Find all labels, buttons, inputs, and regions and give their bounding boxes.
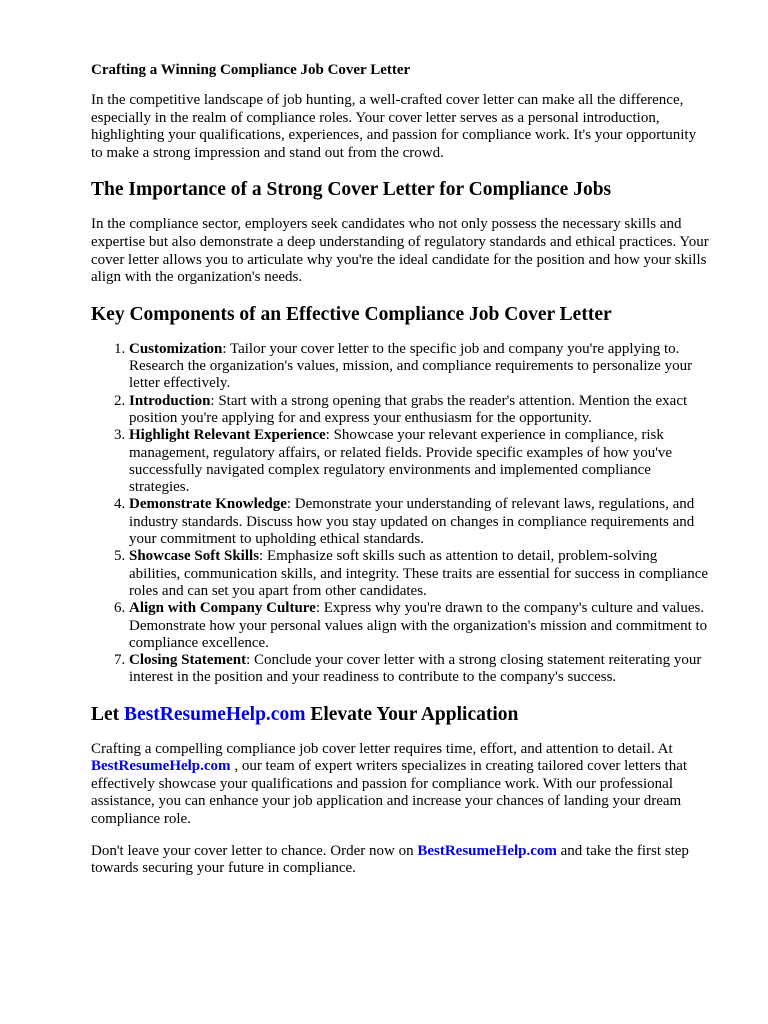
p1-prefix: Crafting a compelling compliance job cover letter requires time, effort, and attention to detail. At: [91, 740, 673, 757]
list-item-term: Showcase Soft Skills: [129, 548, 260, 565]
section-heading-elevate: [91, 703, 710, 727]
list-item: [129, 341, 710, 393]
intro-paragraph: In the competitive landscape of job hunting, a well-crafted cover letter can make all the difference, especially in the realm of compliance roles. Your cover letter serves as a personal introduction, highlighting your qualifications, experiences, and passion for compliance work. It's your opportunity to make a strong impression and stand out from the crowd.: [91, 92, 697, 161]
components-list: [91, 341, 710, 687]
list-item-text: : Demonstrate your understanding of relevant laws, regulations, and industry standards. Discuss how you stay updated on changes in compliance requirements and your commitment to upholding ethical standards.: [129, 496, 695, 548]
section-heading-importance: The Importance of a Strong Cover Letter for Compliance Jobs: [91, 179, 612, 201]
list-item-text: : Express why you're drawn to the company's culture and values. Demonstrate how your personal values align with the organization's mission and commitment to compliance excellence.: [129, 600, 708, 651]
list-item-term: Introduction: [129, 392, 211, 409]
list-item-text: : Showcase your relevant experience in compliance, risk management, regulatory affairs, or related fields. Provide specific examples of how you've successfully navigated complex regulatory environments and implemented compliance strategies.: [129, 427, 673, 496]
list-item: [129, 548, 710, 600]
p1-link[interactable]: BestResumeHelp.com: [91, 758, 231, 775]
list-item: [129, 427, 710, 496]
list-item-text: : Emphasize soft skills such as attention to detail, problem-solving abilities, communication skills, and integrity. These traits are essential for success in compliance roles and can set you apart from other candidates.: [129, 548, 709, 599]
heading-link[interactable]: BestResumeHelp.com: [124, 703, 306, 725]
importance-paragraph: In the compliance sector, employers seek candidates who not only possess the necessary skills and expertise but also demonstrate a deep understanding of regulatory standards and ethical practices. Your cover letter allows you to articulate why you're the ideal candidate for the position and how your skills align with the organization's needs.: [91, 216, 709, 286]
list-item-term: Align with Company Culture: [129, 600, 316, 617]
list-item-text: : Start with a strong opening that grabs the reader's attention. Mention the exact position you're applying for and express your enthusiasm for the opportunity.: [129, 392, 688, 426]
elevate-paragraph: [91, 741, 710, 829]
list-item-term: Highlight Relevant Experience: [129, 427, 326, 444]
list-item: [129, 496, 710, 548]
closing-paragraph: [91, 843, 710, 878]
list-item-text: : Tailor your cover letter to the specific job and company you're applying to. Research the organization's values, mission, and compliance requirements to personalize your letter effectively.: [129, 340, 693, 392]
p2-prefix: Don't leave your cover letter to chance. Order now on: [91, 842, 418, 859]
list-item-text: : Conclude your cover letter with a strong closing statement reiterating your interest in the position and your readiness to contribute to the company's success.: [129, 652, 702, 686]
heading-suffix: Elevate Your Application: [305, 703, 519, 725]
heading-prefix: Let: [91, 703, 125, 725]
document-title: Crafting a Winning Compliance Job Cover Letter: [91, 62, 411, 78]
list-item: [129, 600, 710, 652]
list-item: [129, 393, 710, 428]
section-heading-components: Key Components of an Effective Compliance Job Cover Letter: [91, 303, 612, 325]
p2-link[interactable]: BestResumeHelp.com: [417, 842, 557, 859]
p2-suffix: and take the first step towards securing your future in compliance.: [91, 842, 689, 877]
list-item-term: Closing Statement: [129, 652, 247, 669]
p1-suffix: , our team of expert writers specializes in creating tailored cover letters that effectively showcase your qualifications and passion for compliance work. With our professional assistance, you can enhance your job application and increase your chances of landing your dream compliance role.: [91, 758, 688, 828]
list-item-term: Demonstrate Knowledge: [129, 496, 287, 513]
list-item: [129, 652, 710, 687]
list-item-term: Customization: [129, 340, 223, 357]
